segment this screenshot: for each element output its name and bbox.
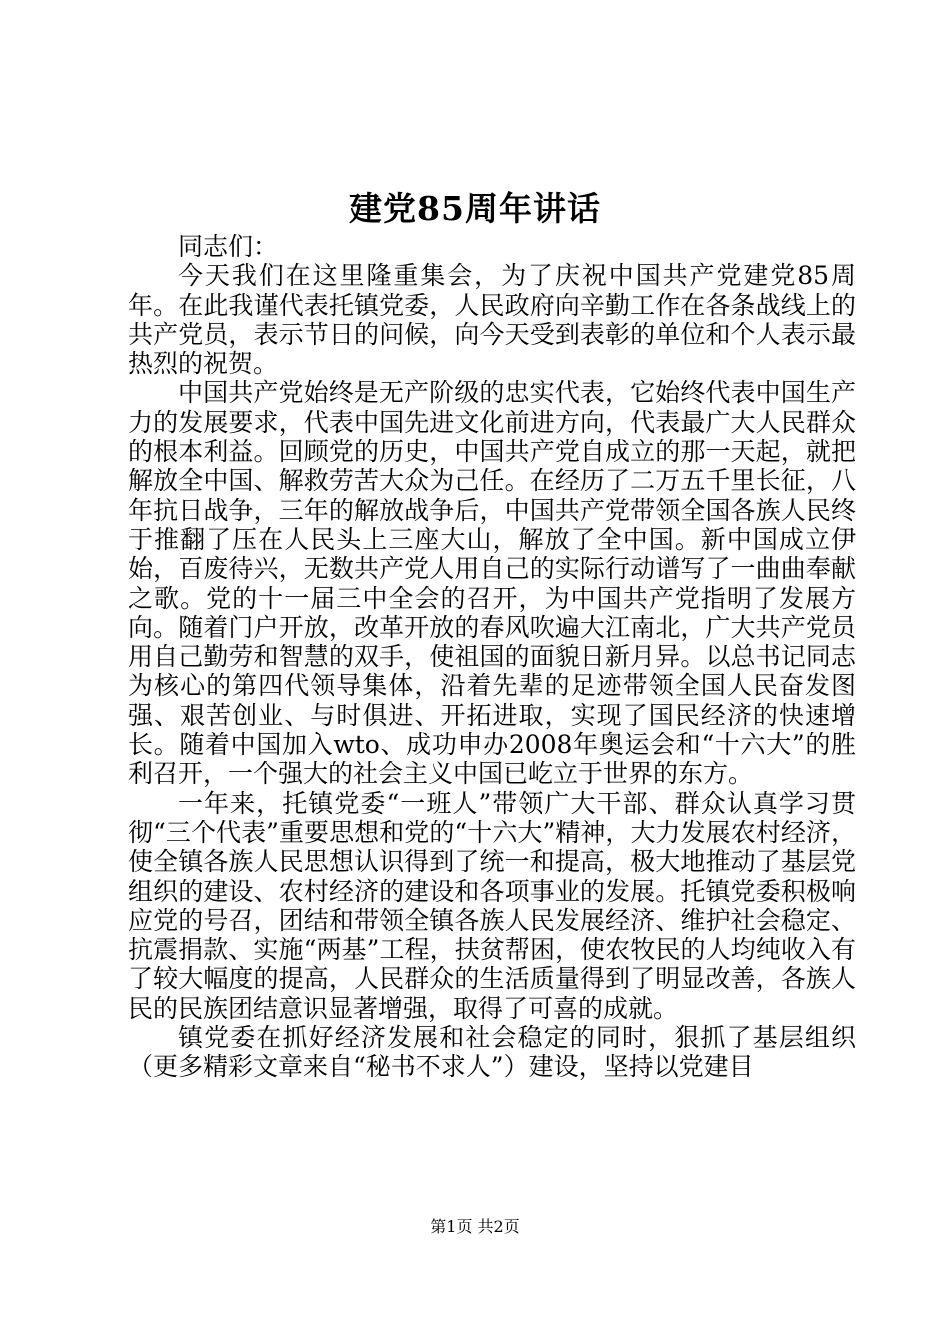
- page-footer: 第1页 共2页: [430, 1217, 520, 1236]
- paragraph-1: 今天我们在这里隆重集会，为了庆祝中国共产党建党85周年。在此我谨代表托镇党委，人民政府向辛勤工作在各条战线上的共产党员，表示节日的问候，向今天受到表彰的单位和个人表示最热烈的祝贺。: [128, 261, 856, 379]
- paragraph-4: 镇党委在抓好经济发展和社会稳定的同时，狠抓了基层组织（更多精彩文章来自“秘书不求人”）建设，坚持以党建目: [128, 1023, 856, 1082]
- paragraph-3: 一年来，托镇党委“一班人”带领广大干部、群众认真学习贯彻“三个代表”重要思想和党的“十六大”精神，大力发展农村经济，使全镇各族人民思想认识得到了统一和提高，极大地推动了基层党组织的建设、农村经济的建设和各项事业的发展。托镇党委积极响应党的号召，团结和带领全镇各族人民发展经济、维护社会稳定、抗震捐款、实施“两基”工程，扶贫帮困，使农牧民的人均纯收入有了较大幅度的提高，人民群众的生活质量得到了明显改善，各族人民的民族团结意识显著增强，取得了可喜的成就。: [128, 788, 856, 1023]
- document-body: [128, 232, 856, 1082]
- document-title: 建党85周年讲话: [349, 189, 601, 228]
- paragraph-2: 中国共产党始终是无产阶级的忠实代表，它始终代表中国生产力的发展要求，代表中国先进文化前进方向，代表最广大人民群众的根本利益。回顾党的历史，中国共产党自成立的那一天起，就把解放全中国、解救劳苦大众为己任。在经历了二万五千里长征，八年抗日战争，三年的解放战争后，中国共产党带领全国各族人民终于推翻了压在人民头上三座大山，解放了全中国。新中国成立伊始，百废待兴，无数共产党人用自己的实际行动谱写了一曲曲奉献之歌。党的十一届三中全会的召开，为中国共产党指明了发展方向。随着门户开放，改革开放的春风吹遍大江南北，广大共产党员用自己勤劳和智慧的双手，使祖国的面貌日新月异。以总书记同志为核心的第四代领导集体，沿着先辈的足迹带领全国人民奋发图强、艰苦创业、与时俱进、开拓进取，实现了国民经济的快速增长。随着中国加入wto、成功申办2008年奥运会和“十六大”的胜利召开，一个强大的社会主义中国已屹立于世界的东方。: [128, 378, 856, 789]
- salutation: 同志们：: [178, 232, 279, 261]
